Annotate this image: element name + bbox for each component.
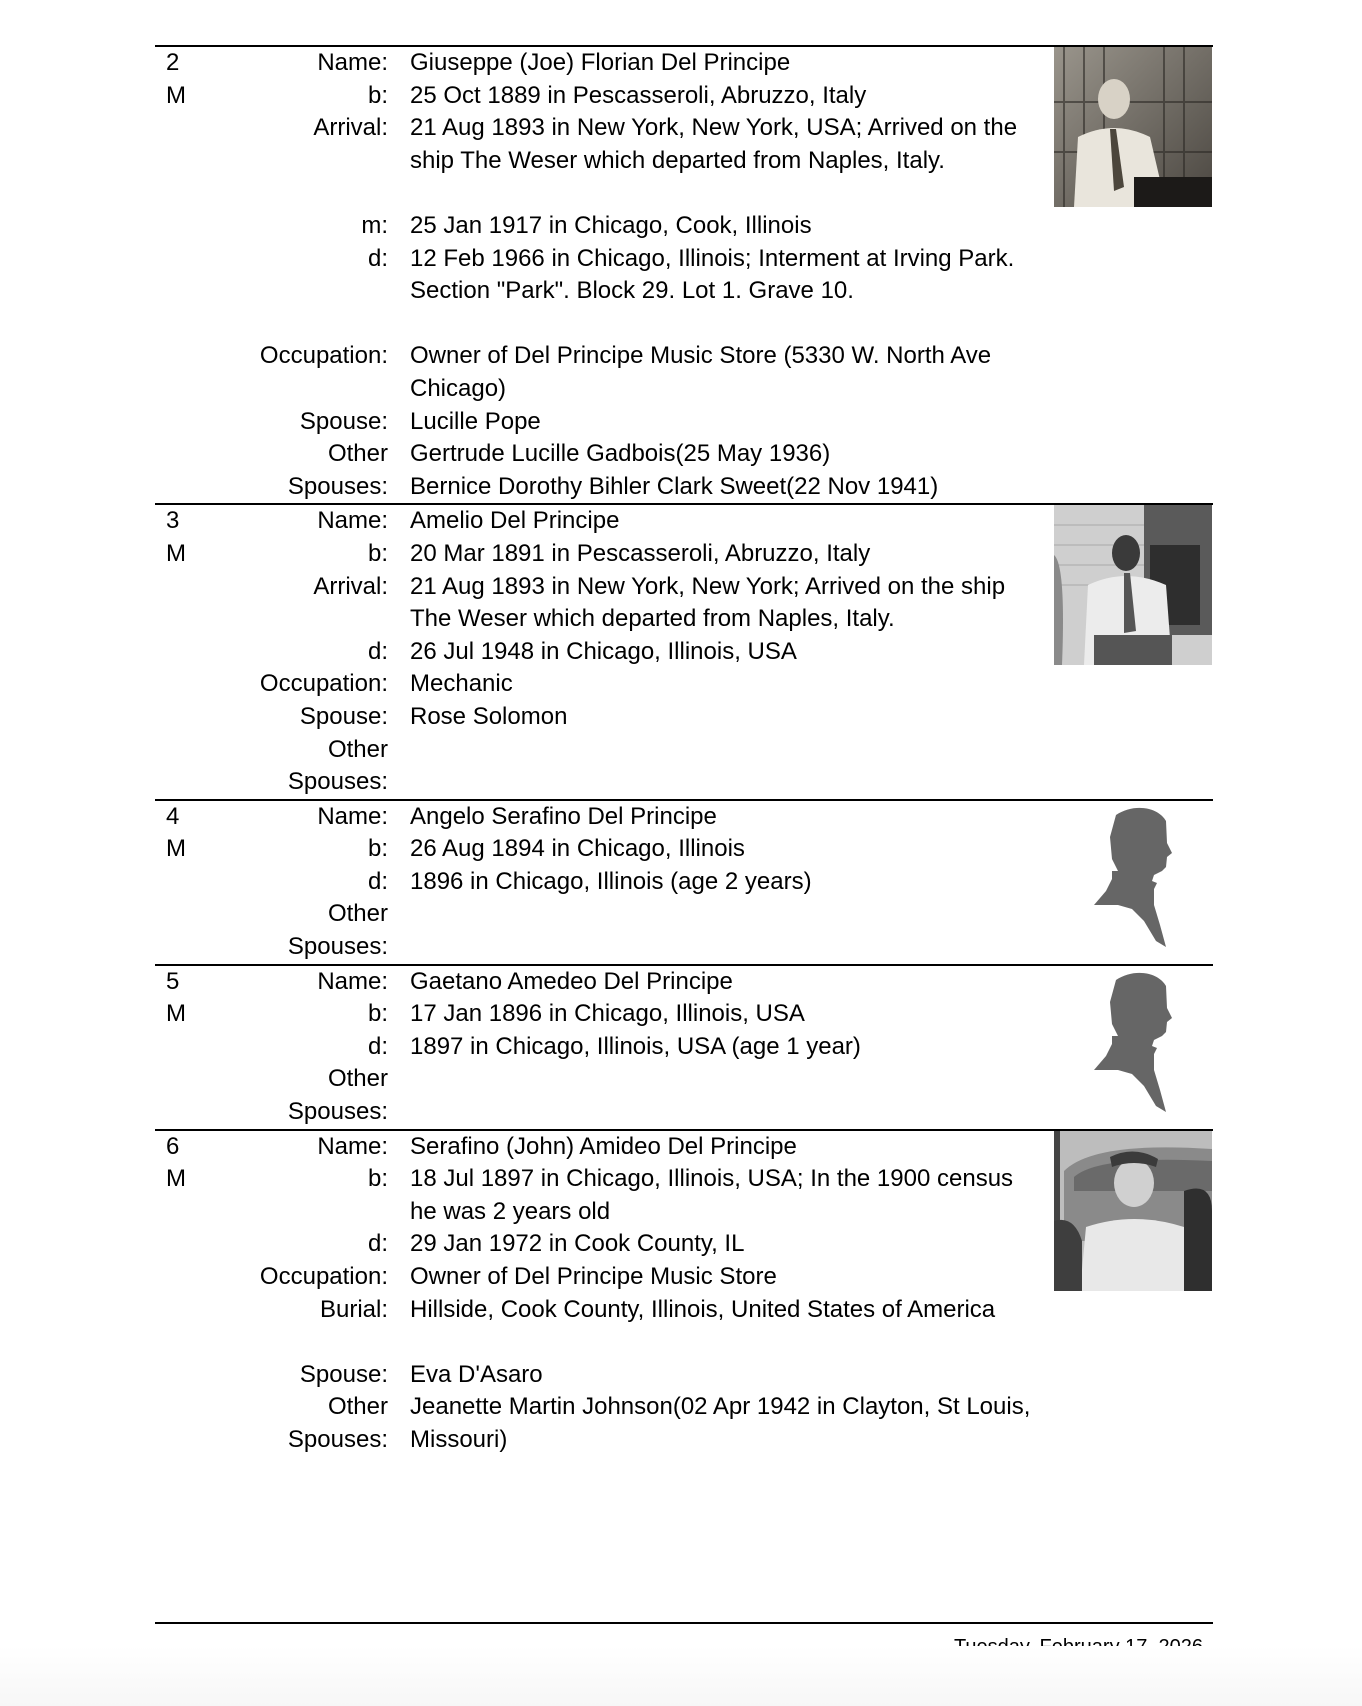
- person-sex: M: [166, 1000, 186, 1028]
- person-entry-4: [155, 799, 1213, 964]
- person-number-column: [155, 966, 222, 1129]
- field-label: Spouse:: [299, 1360, 388, 1388]
- field-label: d:: [367, 244, 388, 272]
- field-label: b:: [367, 1165, 388, 1193]
- field-value: [410, 1063, 1043, 1128]
- person-number: 4: [166, 802, 180, 830]
- field-label: Name:: [317, 49, 388, 76]
- person-entry-2: [155, 45, 1213, 503]
- field-value: 21 Aug 1893 in New York, New York, USA; Arrived on the ship The Weser which departed from Naples, Italy.: [410, 114, 1018, 174]
- field-labels: [222, 505, 388, 798]
- field-label: Burial:: [319, 1295, 388, 1323]
- field-value: 12 Feb 1966 in Chicago, Illinois; Interment at Irving Park. Section "Park". Block 29. Lot 1. Grave 10.: [410, 244, 1015, 305]
- field-label: Name:: [317, 507, 388, 535]
- field-labels: [222, 1131, 388, 1457]
- field-value: [410, 898, 1043, 963]
- field-value: Rose Solomon: [410, 702, 568, 730]
- field-label: Arrival:: [313, 114, 388, 142]
- field-label: b:: [367, 1000, 388, 1028]
- portrait-photo: [1054, 505, 1212, 665]
- field-label: Other Spouses:: [287, 900, 388, 961]
- field-label: Name:: [317, 967, 388, 995]
- field-values: [388, 801, 1043, 964]
- person-number: 2: [166, 49, 180, 76]
- portrait-photo: [1054, 1131, 1212, 1291]
- field-value: 25 Oct 1889 in Pescasseroli, Abruzzo, Italy: [410, 81, 867, 109]
- field-label: Name:: [317, 802, 388, 830]
- person-number-column: [155, 505, 222, 798]
- field-labels: [222, 801, 388, 964]
- field-values: [388, 505, 1043, 798]
- field-label: Spouse:: [299, 702, 388, 730]
- field-values: [388, 47, 1043, 503]
- field-values: [388, 1131, 1043, 1457]
- silhouette-icon: [1054, 966, 1212, 1126]
- field-value: 26 Aug 1894 in Chicago, Illinois: [410, 835, 745, 863]
- portrait-photo: [1054, 47, 1212, 207]
- field-label: d:: [367, 637, 388, 665]
- field-value: Owner of Del Principe Music Store: [410, 1263, 777, 1290]
- person-number: 3: [166, 507, 180, 535]
- page-edge: [0, 1646, 1362, 1706]
- field-value: 18 Jul 1897 in Chicago, Illinois, USA; In the 1900 census he was 2 years old: [410, 1165, 1014, 1225]
- field-value: 26 Jul 1948 in Chicago, Illinois, USA: [410, 637, 797, 665]
- footer-divider: [155, 1622, 1213, 1624]
- field-label: Occupation:: [259, 342, 388, 370]
- field-label: b:: [367, 835, 388, 863]
- person-sex: M: [166, 1165, 186, 1193]
- field-value: Giuseppe (Joe) Florian Del Principe: [410, 49, 791, 76]
- field-label: Other Spouses:: [287, 1393, 388, 1453]
- person-entry-3: [155, 503, 1213, 798]
- field-label: Occupation:: [259, 1263, 388, 1290]
- field-value: 29 Jan 1972 in Cook County, IL: [410, 1230, 745, 1258]
- field-value: 21 Aug 1893 in New York, New York; Arrived on the ship The Weser which departed from Naples, Italy.: [410, 572, 1006, 633]
- person-number: 6: [166, 1132, 180, 1160]
- field-value: Hillside, Cook County, Illinois, United States of America: [410, 1295, 996, 1323]
- field-label: Other Spouses:: [287, 440, 388, 500]
- field-value: Lucille Pope: [410, 407, 541, 435]
- family-report: [155, 45, 1213, 1457]
- silhouette-icon: [1054, 801, 1212, 961]
- field-value: Mechanic: [410, 670, 513, 698]
- field-values: [388, 966, 1043, 1129]
- person-sex: M: [166, 835, 186, 863]
- field-label: Other Spouses:: [287, 735, 388, 796]
- field-label: d:: [367, 1230, 388, 1258]
- field-value: Jeanette Martin Johnson(02 Apr 1942 in Clayton, St Louis, Missouri): [410, 1393, 1031, 1453]
- person-entry-6: [155, 1129, 1213, 1457]
- field-labels: [222, 966, 388, 1129]
- person-number-column: [155, 801, 222, 964]
- field-value: Gaetano Amedeo Del Principe: [410, 967, 733, 995]
- field-value: Owner of Del Principe Music Store (5330 W. North Ave Chicago): [410, 342, 992, 402]
- field-label: Spouse:: [299, 407, 388, 435]
- person-number-column: [155, 47, 222, 503]
- field-value: 1897 in Chicago, Illinois, USA (age 1 year): [410, 1032, 861, 1060]
- field-value: Angelo Serafino Del Principe: [410, 802, 717, 830]
- field-label: b:: [367, 81, 388, 109]
- field-labels: [222, 47, 388, 503]
- field-label: Arrival:: [313, 572, 388, 600]
- field-value: 1896 in Chicago, Illinois (age 2 years): [410, 867, 812, 895]
- field-label: Name:: [317, 1132, 388, 1160]
- field-value: 20 Mar 1891 in Pescasseroli, Abruzzo, Italy: [410, 539, 871, 567]
- person-sex: M: [166, 539, 186, 567]
- field-label: d:: [367, 1032, 388, 1060]
- field-value: [410, 734, 1043, 799]
- person-number-column: [155, 1131, 222, 1457]
- field-value: Eva D'Asaro: [410, 1360, 543, 1388]
- field-label: Occupation:: [259, 670, 388, 698]
- field-label: d:: [367, 867, 388, 895]
- field-value: Gertrude Lucille Gadbois(25 May 1936) Bernice Dorothy Bihler Clark Sweet(22 Nov 1941): [410, 440, 939, 500]
- field-value: Serafino (John) Amideo Del Principe: [410, 1132, 797, 1160]
- field-label: Other Spouses:: [287, 1065, 388, 1126]
- field-value: 25 Jan 1917 in Chicago, Cook, Illinois: [410, 211, 812, 239]
- field-value: Amelio Del Principe: [410, 507, 620, 535]
- person-sex: M: [166, 81, 186, 109]
- person-entry-5: [155, 964, 1213, 1129]
- field-value: 17 Jan 1896 in Chicago, Illinois, USA: [410, 1000, 805, 1028]
- field-label: b:: [367, 539, 388, 567]
- field-label: m:: [361, 211, 388, 239]
- person-number: 5: [166, 967, 180, 995]
